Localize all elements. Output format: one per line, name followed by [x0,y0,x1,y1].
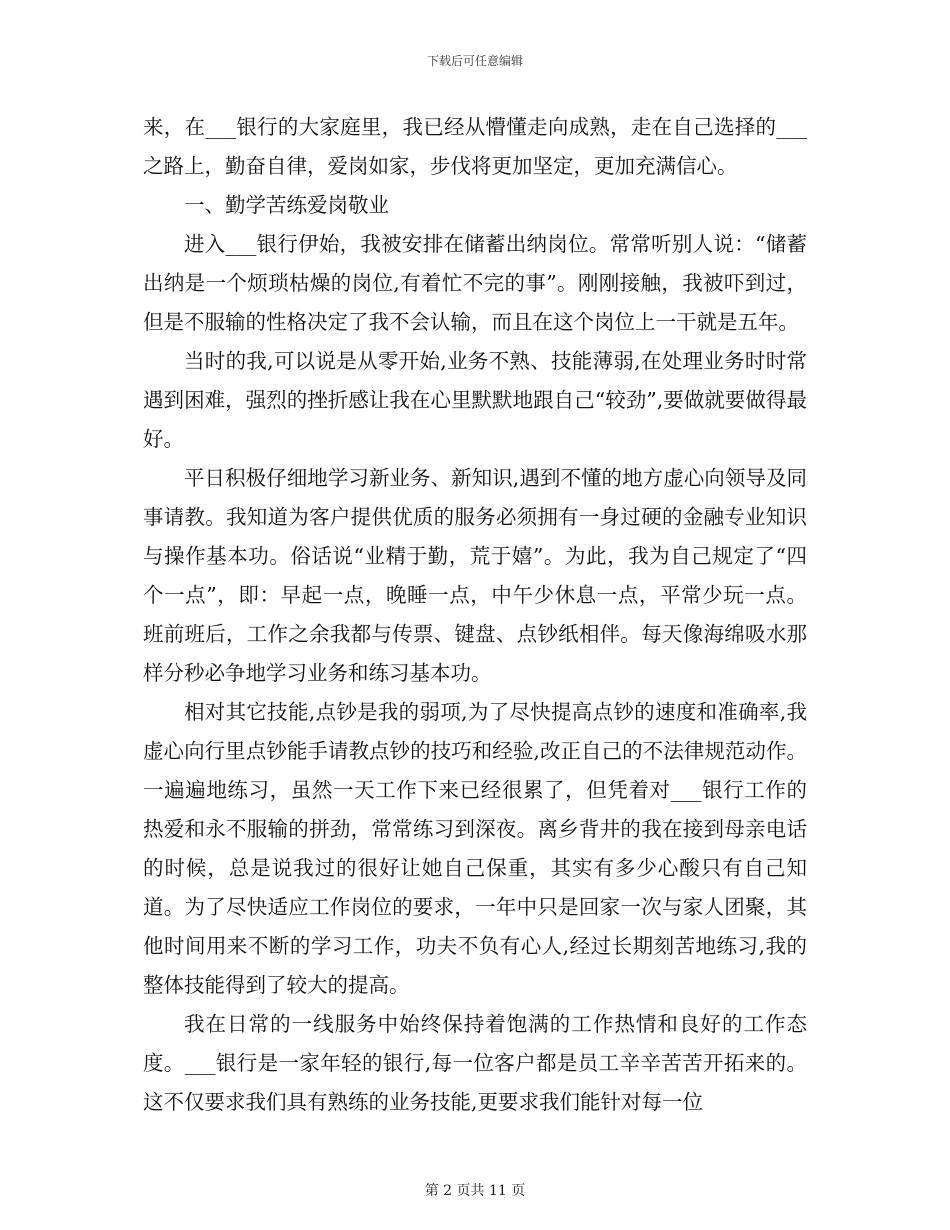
paragraph-4: 平日积极仔细地学习新业务、新知识,遇到不懂的地方虚心向领导及同事请教。我知道为客户提供优质的服务必须拥有一身过硬的金融专业知识与操作基本功。俗话说“业精于勤，荒于嬉”。为此，我为自己规定了“四个一点”，即：早起一点，晚睡一点，中午少休息一点，平常少玩一点。班前班后，工作之余我都与传票、键盘、点钞纸相伴。每天像海绵吸水那样分秒必争地学习业务和练习基本功。 [143,466,807,685]
paragraph-6: 我在日常的一线服务中始终保持着饱满的工作热情和良好的工作态度。___银行是一家年轻的银行,每一位客户都是员工辛辛苦苦开拓来的。这不仅要求我们具有熟练的业务技能,更要求我们能针对每一位 [143,1012,807,1114]
section-heading: 一、勤学苦练爱岗敬业 [184,193,389,217]
paragraph-5: 相对其它技能,点钞是我的弱项,为了尽快提高点钞的速度和准确率,我虚心向行里点钞能手请教点钞的技巧和经验,改正自己的不法律规范动作。一遍遍地练习，虽然一天工作下来已经很累了，但凭着对___银行工作的热爱和永不服输的拼劲，常常练习到深夜。离乡背井的我在接到母亲电话的时候，总是说我过的很好让她自己保重，其实有多少心酸只有自己知道。为了尽快适应工作岗位的要求，一年中只是回家一次与家人团聚，其他时间用来不断的学习工作，功夫不负有心人,经过长期刻苦地练习,我的整体技能得到了较大的提高。 [143,700,807,997]
page-header: 下载后可任意编辑 [426,54,523,68]
paragraph-3: 当时的我,可以说是从零开始,业务不熟、技能薄弱,在处理业务时时常遇到困难，强烈的挫折感让我在心里默默地跟自己“较劲”,要做就要做得最好。 [143,349,807,451]
page-number-footer: 第 2 页共 11 页 [424,1183,526,1199]
paragraph-2: 进入___银行伊始，我被安排在储蓄出纳岗位。常常听别人说：“储蓄出纳是一个烦琐枯燥的岗位,有着忙不完的事”。刚刚接触，我被吓到过，但是不服输的性格决定了我不会认输，而且在这个岗位上一干就是五年。 [143,232,807,334]
document-body [143,108,807,1122]
paragraph-1: 来，在___银行的大家庭里，我已经从懵懂走向成熟，走在自己选择的___之路上，勤奋自律，爱岗如家，步伐将更加坚定，更加充满信心。 [143,115,807,178]
